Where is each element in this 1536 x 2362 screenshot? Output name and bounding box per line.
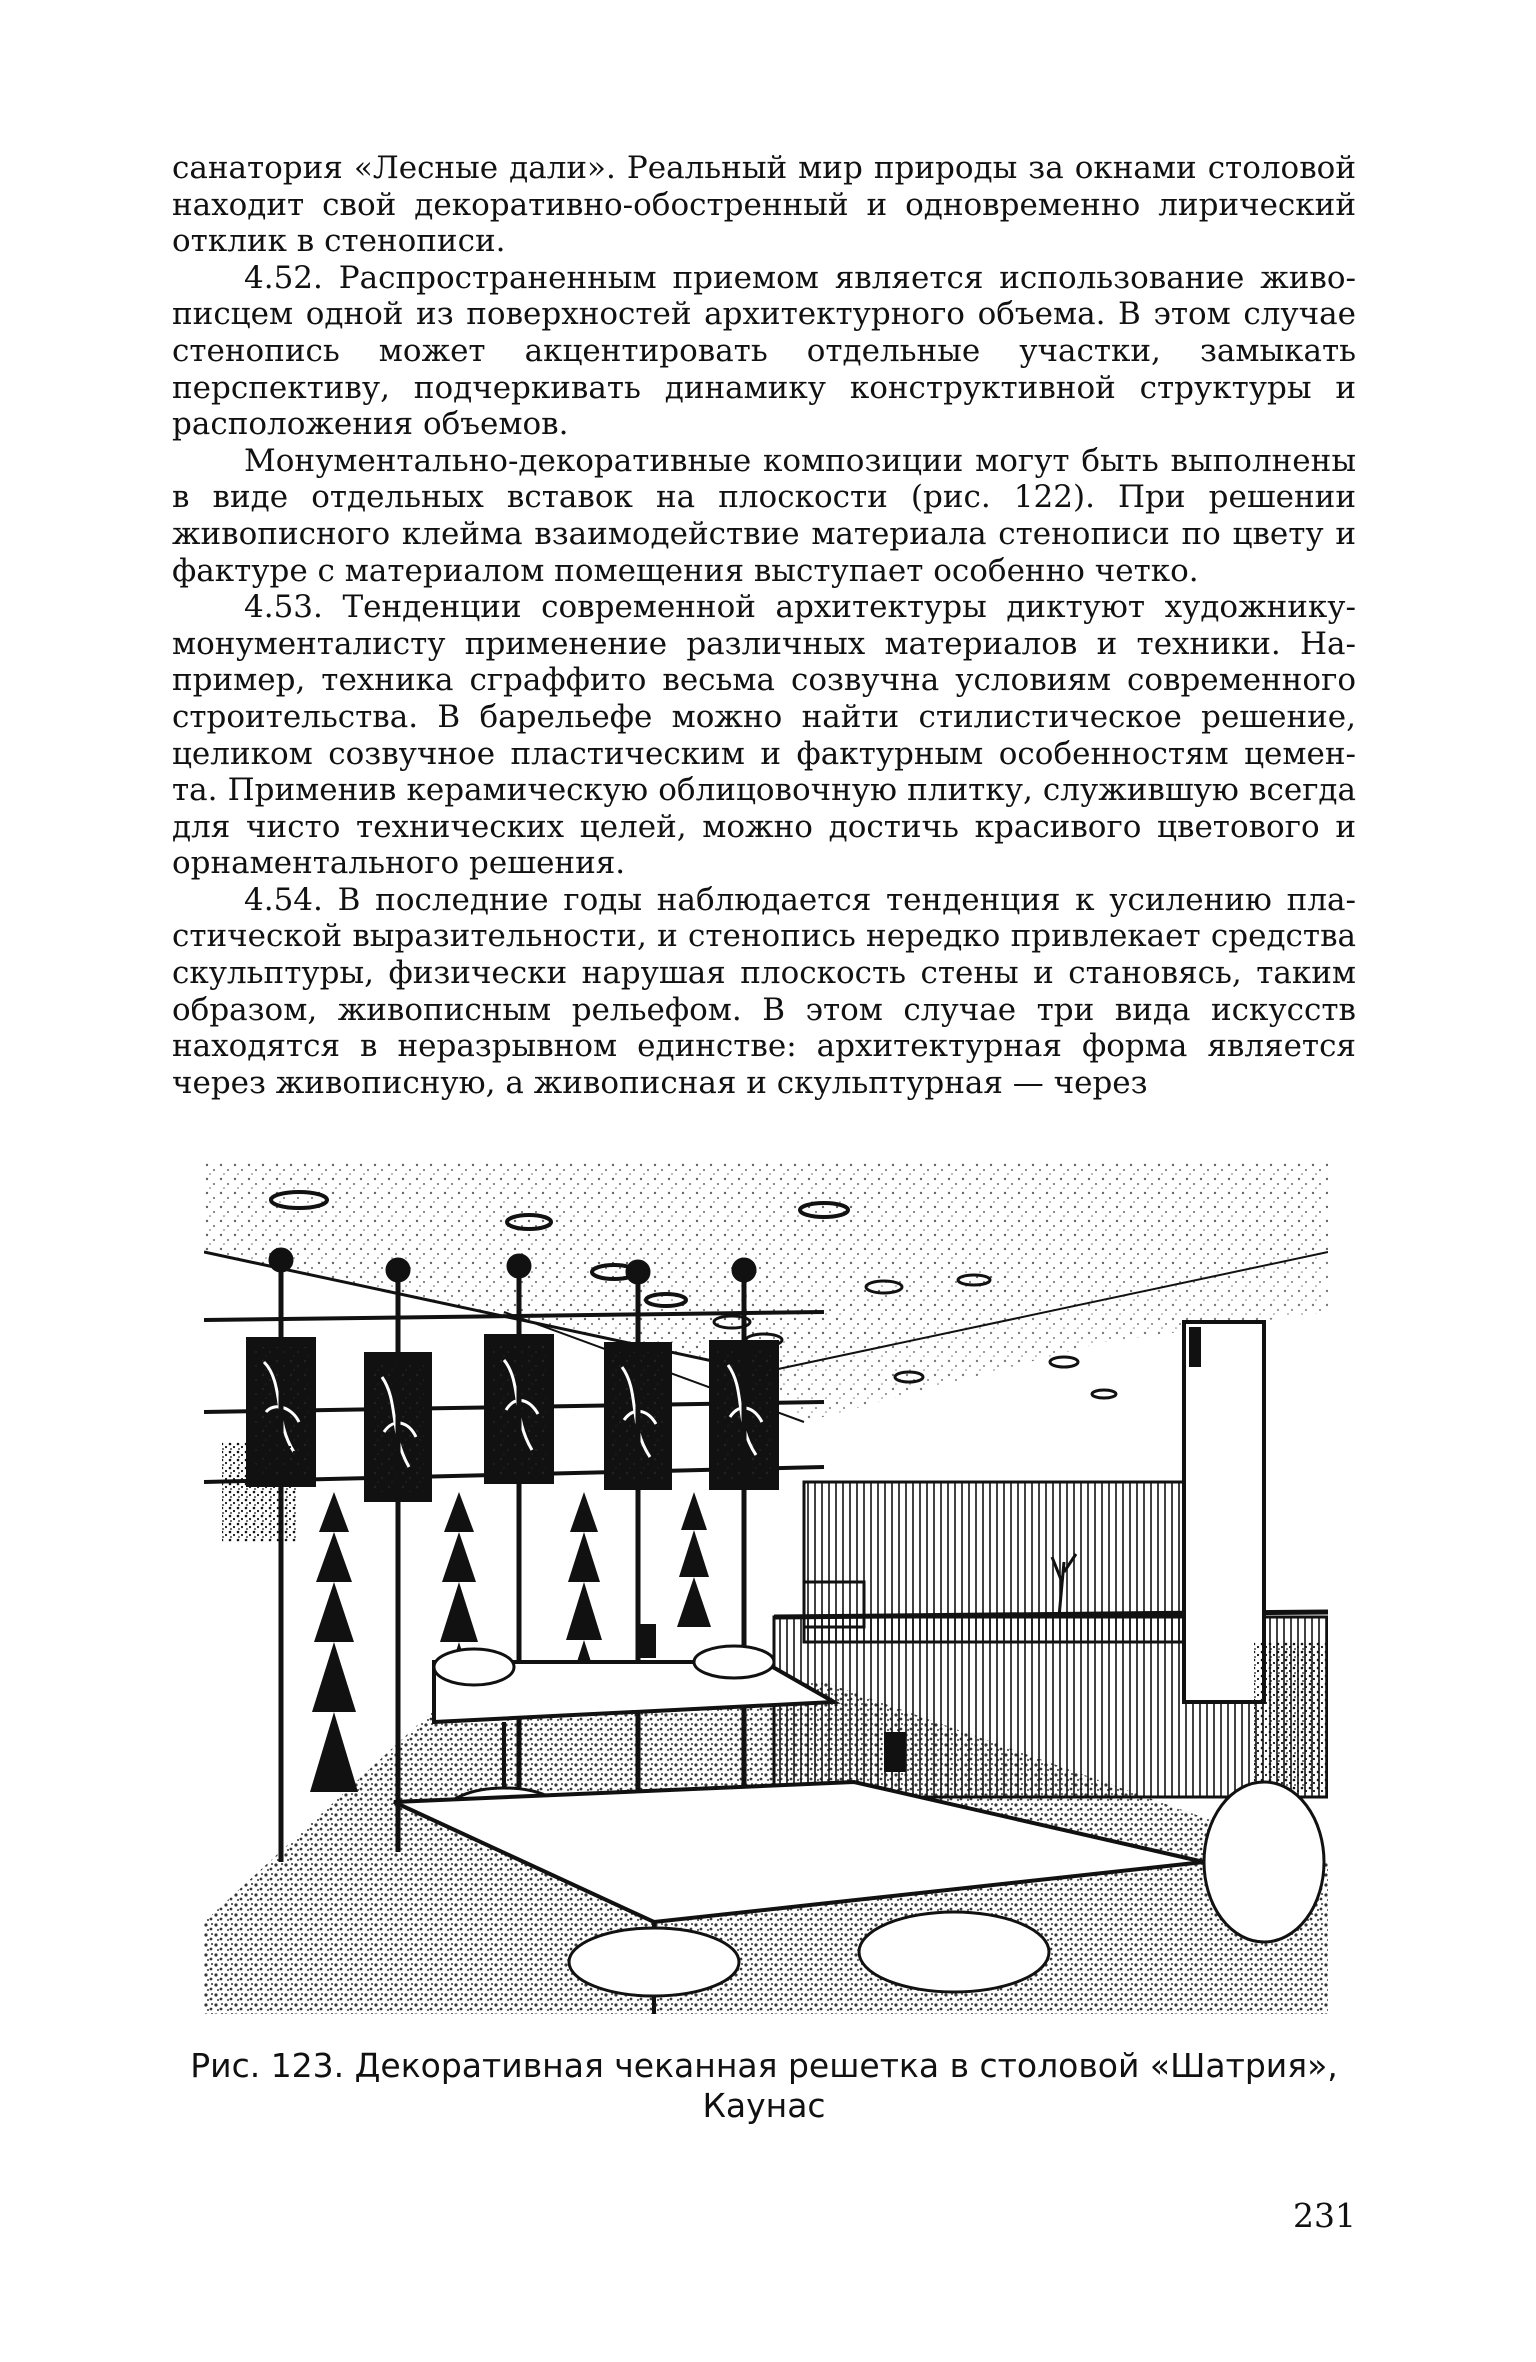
caption-line-1: Рис. 123. Декоративная чеканная решетка в столовой «Шатрия», (190, 2046, 1338, 2085)
page-number: 231 (1293, 2196, 1356, 2235)
paragraph-4-52: 4.52. Распространенным приемом является использование живописцем одной из поверхностей архитектурного объема. В этом случае стенопись может акцентировать отдельные участки, замыкать перспективу, подчеркивать динамику конструктивной структуры и расположения объемов. (172, 259, 1356, 443)
paragraph-4-54: 4.54. В последние годы наблюдается тенденция к усилению пластической выразительности, и стенопись нередко привлекает средства скульптуры, физически нарушая плоскость стены и становясь, таким образом, живописным рельефом. В этом случае три вида искусств находятся в неразрывном единстве: архитектурная форма является через живописную, а живописная и скульптурная — через (172, 881, 1356, 1101)
figure-illustration (204, 1162, 1328, 2014)
paragraph-1: санатория «Лесные дали». Реальный мир природы за окнами столовой находит свой декоративно-обостренный и одновременно лирический отклик в стенописи. (172, 150, 1356, 260)
body-text (172, 150, 1356, 1101)
figure-caption (172, 2046, 1356, 2126)
caption-line-2: Каунас (702, 2086, 826, 2125)
paragraph-4-53: 4.53. Тенденции современной архитектуры диктуют художнику-монументалисту применение различных материалов и техники. Например, техника сграффито весьма созвучна условиям современного строительства. В барельефе можно найти стилистическое решение, целиком созвучное пластическим и фактурным особенностям цемента. Применив керамическую облицовочную плитку, служившую всегда для чисто технических целей, можно достичь красивого цветового и орнаментального решения. (172, 589, 1356, 882)
paragraph-monumental: Монументально-декоративные композиции могут быть выполнены в виде отдельных вставок на плоскости (рис. 122). При решении живописного клейма взаимодействие материала стенописи по цвету и фактуре с материалом помещения выступает особенно четко. (172, 442, 1356, 589)
canteen-interior-drawing (204, 1162, 1328, 2014)
